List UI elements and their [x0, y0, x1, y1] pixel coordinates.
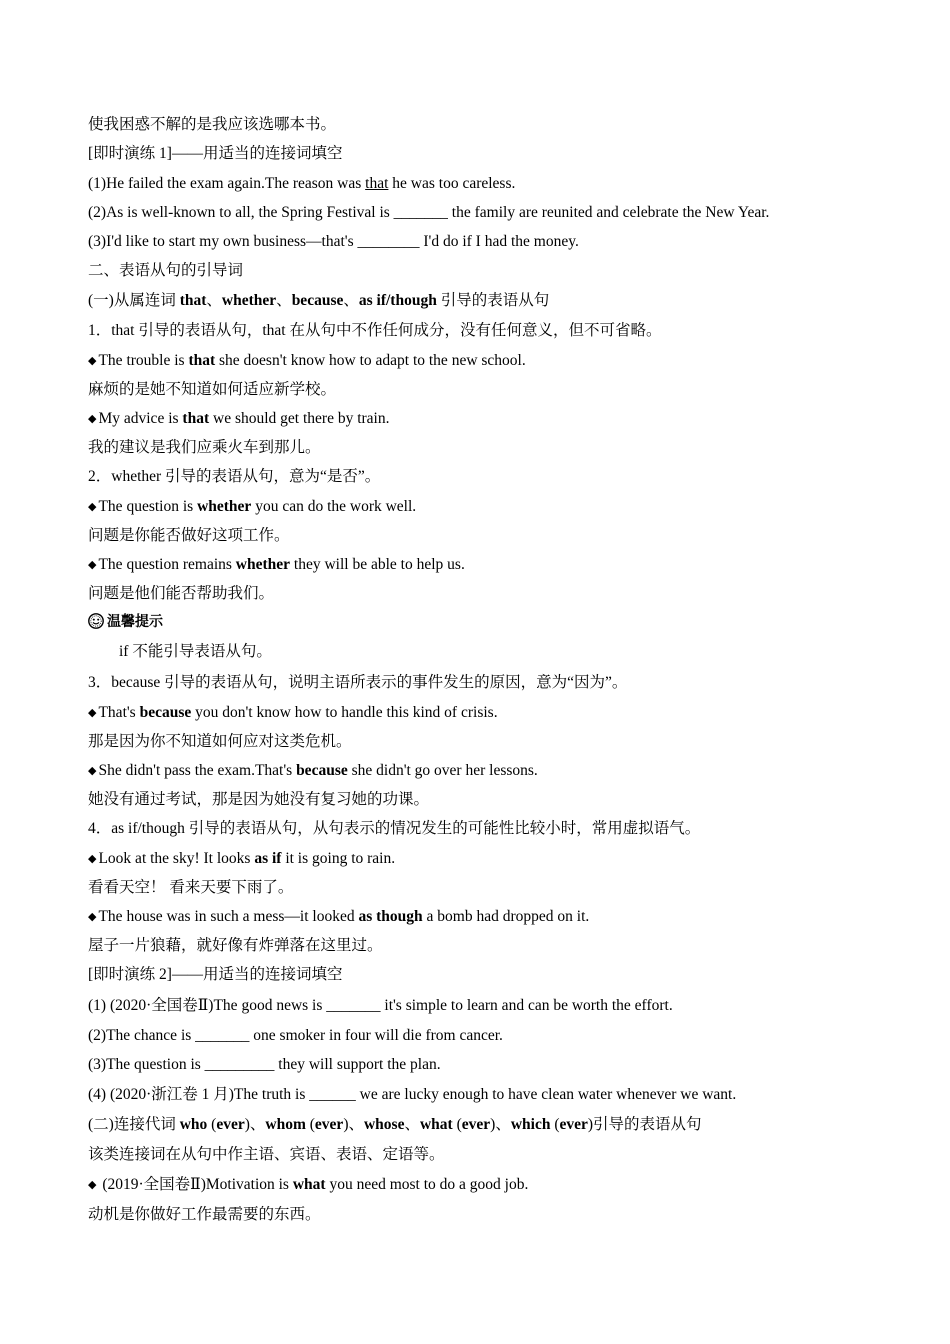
rule-text: 1．that 引导的表语从句，that 在从句中不作任何成分，没有任何意义，但不可省略。: [88, 322, 662, 339]
translation: 看看天空！ 看来天要下雨了。: [88, 879, 294, 896]
translation: 动机是你做好工作最需要的东西。: [88, 1206, 321, 1223]
diamond-bullet-icon: ◆: [88, 765, 97, 777]
diamond-bullet-icon: ◆: [88, 707, 97, 719]
example-sentence: ◆ My advice is that we should get there by train.: [88, 410, 390, 427]
translation: 屋子一片狼藉，就好像有炸弹落在这里过。: [88, 937, 383, 954]
translation: 问题是他们能否帮助我们。: [88, 585, 275, 602]
diamond-bullet-icon: ◆: [88, 1179, 97, 1191]
translation: 我的建议是我们应乘火车到那儿。: [88, 439, 321, 456]
tip-heading: 温馨提示: [88, 612, 163, 632]
exercise-line: (2)The chance is _______ one smoker in four will die from cancer.: [88, 1027, 503, 1044]
translation: 她没有通过考试，那是因为她没有复习她的功课。: [88, 791, 430, 808]
example-sentence: ◆ That's because you don't know how to handle this kind of crisis.: [88, 704, 498, 721]
rule-text: 3．because 引导的表语从句，说明主语所表示的事件发生的原因，意为“因为”。: [88, 674, 628, 691]
translation: 那是因为你不知道如何应对这类危机。: [88, 733, 352, 750]
example-sentence: ◆ (2019·全国卷Ⅱ)Motivation is what you need most to do a good job.: [88, 1176, 529, 1193]
diamond-bullet-icon: ◆: [88, 853, 97, 865]
example-sentence: ◆ The house was in such a mess—it looked as though a bomb had dropped on it.: [88, 908, 590, 925]
exercise-line: (3)I'd like to start my own business—that's ________ I'd do if I had the money.: [88, 233, 579, 250]
example-sentence: ◆ The trouble is that she doesn't know how to adapt to the new school.: [88, 352, 526, 369]
diamond-bullet-icon: ◆: [88, 413, 97, 425]
diamond-bullet-icon: ◆: [88, 559, 97, 571]
text-line: 使我困惑不解的是我应该选哪本书。: [88, 116, 337, 133]
example-sentence: ◆ The question remains whether they will be able to help us.: [88, 556, 465, 573]
exercise-line: (1)He failed the exam again.The reason was that he was too careless.: [88, 175, 516, 192]
exercise-line: (4) (2020·浙江卷 1 月)The truth is ______ we are lucky enough to have clean water whenever we want.: [88, 1086, 737, 1103]
exercise-line: (3)The question is _________ they will support the plan.: [88, 1056, 441, 1073]
subsection-heading: (一)从属连词 that、whether、because、as if/though 引导的表语从句: [88, 292, 550, 309]
translation: 麻烦的是她不知道如何适应新学校。: [88, 381, 337, 398]
exercise-line: (1) (2020·全国卷Ⅱ)The good news is _______ it's simple to learn and can be worth the effort.: [88, 997, 673, 1014]
rule-text: 2．whether 引导的表语从句，意为“是否”。: [88, 468, 381, 485]
example-sentence: ◆ Look at the sky! It looks as if it is going to rain.: [88, 850, 396, 867]
underlined-answer: that: [365, 175, 389, 192]
tip-text: if 不能引导表语从句。: [119, 643, 272, 660]
section-heading: 二、表语从句的引导词: [88, 262, 244, 279]
smiley-icon: [88, 613, 104, 629]
diamond-bullet-icon: ◆: [88, 911, 97, 923]
rule-text: 4．as if/though 引导的表语从句，从句表示的情况发生的可能性比较小时，常用虚拟语气。: [88, 820, 701, 837]
example-sentence: ◆ The question is whether you can do the work well.: [88, 498, 417, 515]
example-sentence: ◆ She didn't pass the exam.That's because she didn't go over her lessons.: [88, 762, 538, 779]
practice-heading: [即时演练 2]——用适当的连接词填空: [88, 966, 343, 983]
diamond-bullet-icon: ◆: [88, 355, 97, 367]
exercise-line: (2)As is well-known to all, the Spring Festival is _______ the family are reunited and celebrate the New Year.: [88, 204, 770, 221]
diamond-bullet-icon: ◆: [88, 501, 97, 513]
subsection-heading: (二)连接代词 who (ever)、whom (ever)、whose、what (ever)、which (ever)引导的表语从句: [88, 1116, 702, 1133]
translation: 问题是你能否做好这项工作。: [88, 527, 290, 544]
rule-text: 该类连接词在从句中作主语、宾语、表语、定语等。: [88, 1146, 445, 1163]
practice-heading: [即时演练 1]——用适当的连接词填空: [88, 145, 343, 162]
